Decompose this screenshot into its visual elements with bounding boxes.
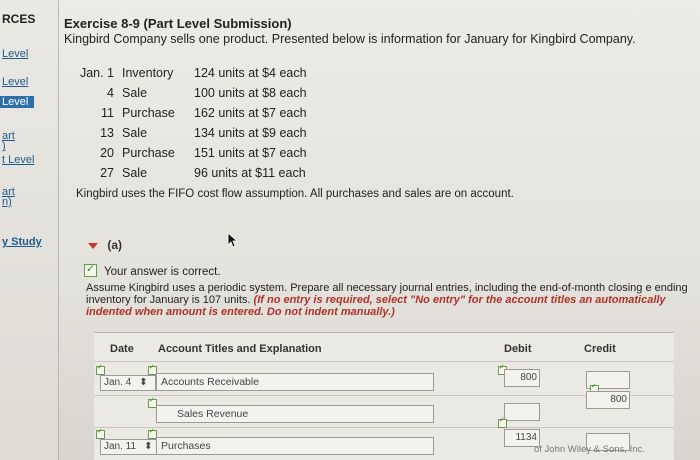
row-check-icon xyxy=(96,366,105,375)
inventory-type: Sale xyxy=(122,166,148,180)
inventory-date: 4 xyxy=(107,86,114,100)
copyright-footer: of John Wiley & Sons, Inc. xyxy=(534,444,645,455)
inventory-desc: 162 units at $7 each xyxy=(194,106,307,120)
inventory-type: Inventory xyxy=(122,66,174,80)
header-credit: Credit xyxy=(584,343,616,355)
select-arrows-icon: ⬍ xyxy=(139,377,148,388)
header-date: Date xyxy=(110,343,134,355)
debit-field[interactable]: 800 xyxy=(504,369,540,387)
inventory-type: Purchase xyxy=(122,146,175,160)
inventory-date: 27 xyxy=(100,166,114,180)
header-account: Account Titles and Explanation xyxy=(158,343,322,355)
instructions xyxy=(86,282,700,318)
part-a-toggle[interactable] xyxy=(88,238,122,252)
date-select-value: Jan. 4 xyxy=(104,377,132,388)
divider xyxy=(94,427,674,428)
part-a-label: (a) xyxy=(107,238,123,252)
inventory-type: Purchase xyxy=(122,106,175,120)
credit-field[interactable]: 800 xyxy=(586,391,630,409)
main-content xyxy=(64,0,700,460)
inventory-desc: 151 units at $7 each xyxy=(194,146,307,160)
inventory-type: Sale xyxy=(122,126,148,140)
debit-field[interactable]: 1134 xyxy=(504,429,540,447)
inventory-desc: 100 units at $8 each xyxy=(194,86,307,100)
inventory-date: 13 xyxy=(100,126,114,140)
row-check-icon xyxy=(498,419,507,428)
divider xyxy=(94,361,674,362)
collapse-triangle-icon xyxy=(88,243,98,249)
inventory-date: 20 xyxy=(100,146,114,160)
mouse-cursor-icon xyxy=(227,232,239,248)
account-field[interactable]: Accounts Receivable xyxy=(156,373,434,391)
account-field[interactable]: Purchases xyxy=(156,437,434,455)
row-check-icon xyxy=(96,430,105,439)
sidebar-item-part-1b[interactable]: ) xyxy=(2,140,6,152)
inventory-date: Jan. 1 xyxy=(79,66,114,80)
sidebar-item-level-2[interactable]: Level xyxy=(2,76,29,88)
check-icon xyxy=(84,264,97,277)
sidebar-item-part-1[interactable]: art xyxy=(2,130,15,142)
header-debit: Debit xyxy=(504,343,532,355)
instructions-text: Assume Kingbird uses a periodic system. Prepare all necessary journal entries, including the end-of-month closing e ending inventory for January is 107 units. xyxy=(86,282,688,306)
instructions-emphasis: (If no entry is required, select "No entry" for the account titles an automatically indented when amount is entered. Do not indent manually.) xyxy=(86,294,666,318)
sidebar-item-level-active[interactable]: Level xyxy=(0,96,34,108)
sidebar-item-part-2[interactable]: art xyxy=(2,186,15,198)
exercise-title: Exercise 8-9 (Part Level Submission) xyxy=(64,16,292,31)
inventory-desc: 96 units at $11 each xyxy=(194,166,306,180)
sidebar-item-part-2b[interactable]: n) xyxy=(2,196,12,208)
sidebar-title: RCES xyxy=(2,12,36,26)
date-select[interactable] xyxy=(100,375,156,391)
sidebar xyxy=(0,0,59,460)
journal-table xyxy=(94,332,674,460)
exercise-intro: Kingbird Company sells one product. Presented below is information for January for Kingbird Company. xyxy=(64,32,636,46)
answer-status xyxy=(84,264,221,278)
sidebar-item-part-level[interactable]: t Level xyxy=(2,154,35,166)
sidebar-item-study[interactable]: y Study xyxy=(2,236,42,248)
debit-field[interactable] xyxy=(504,403,540,421)
inventory-desc: 124 units at $4 each xyxy=(194,66,307,80)
date-select-value: Jan. 11 xyxy=(104,441,137,452)
inventory-desc: 134 units at $9 each xyxy=(194,126,307,140)
date-select[interactable] xyxy=(100,439,160,455)
fifo-note: Kingbird uses the FIFO cost flow assumption. All purchases and sales are on account. xyxy=(76,188,514,200)
inventory-date: 11 xyxy=(101,106,114,120)
sidebar-item-level-1[interactable]: Level xyxy=(2,48,29,60)
account-field[interactable]: Sales Revenue xyxy=(156,405,434,423)
select-arrows-icon: ⬍ xyxy=(144,441,153,452)
answer-status-text: Your answer is correct. xyxy=(104,266,221,278)
inventory-type: Sale xyxy=(122,86,148,100)
